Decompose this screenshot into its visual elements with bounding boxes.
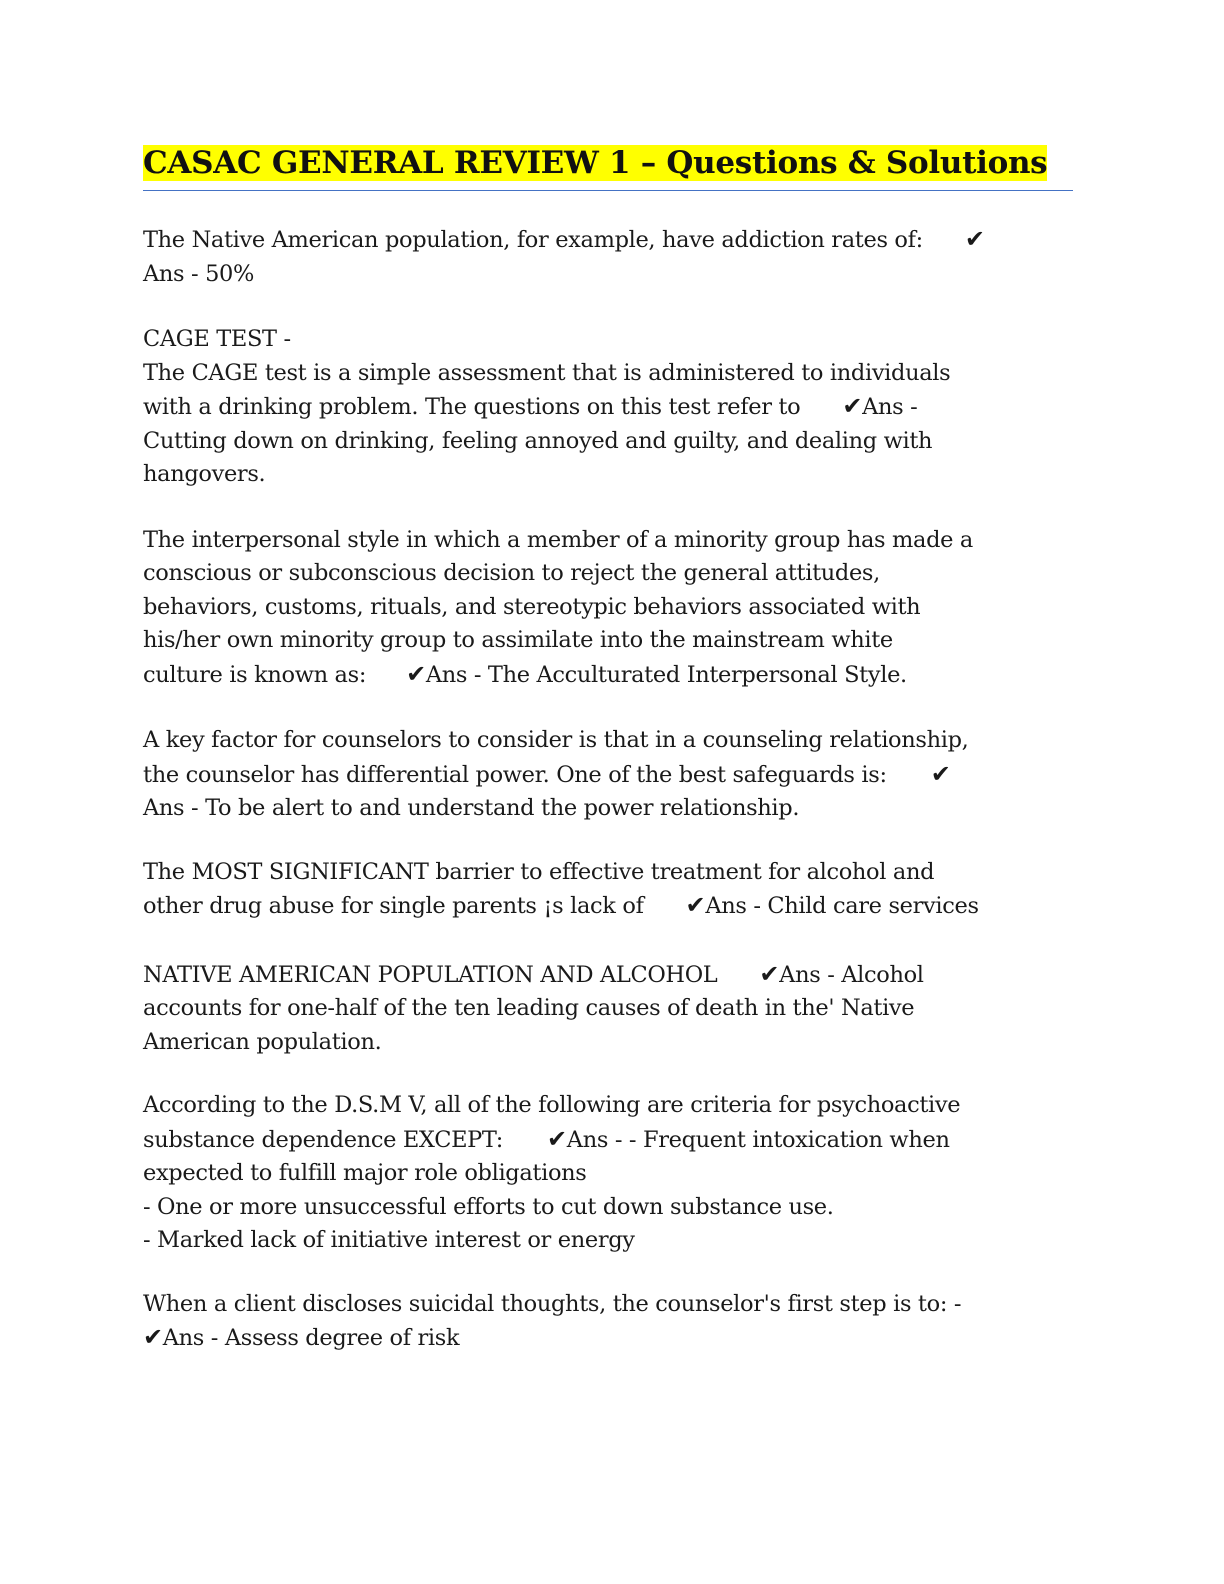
question-line: According to the D.S.M V, all of the following are criteria for psychoactive [143, 1092, 961, 1118]
question-line: CAGE TEST - [143, 326, 291, 352]
answer-label: Ans - [862, 394, 918, 420]
page-title: CASAC GENERAL REVIEW 1 – Questions & Solutions [143, 145, 1048, 181]
answer-text: hangovers. [143, 461, 266, 487]
checkmark-icon: ✔ [685, 891, 706, 919]
question-text: other drug abuse for single parents ¡s lack of [143, 893, 644, 919]
answer-text: Ans - Child care services [705, 893, 979, 919]
answer-text: - One or more unsuccessful efforts to cut down substance use. [143, 1193, 834, 1220]
qa-item [143, 958, 1073, 1060]
qa-item [143, 1288, 1073, 1356]
question-line [143, 1123, 1073, 1158]
question-line [143, 223, 1073, 258]
qa-item [143, 323, 1073, 492]
question-line: behaviors, customs, rituals, and stereotypic behaviors associated with [143, 593, 921, 620]
checkmark-icon: ✔ [842, 392, 863, 420]
answer-text: Ans - The Acculturated Interpersonal Style. [425, 661, 907, 688]
question-line: his/her own minority group to assimilate into the mainstream white [143, 627, 893, 653]
question-line: A key factor for counselors to consider is that in a counseling relationship, [143, 727, 969, 753]
answer-text: American population. [143, 1028, 382, 1055]
answer-text: - Marked lack of initiative interest or energy [143, 1227, 635, 1253]
question-line [143, 958, 1073, 993]
question-text: culture is known as: [143, 661, 367, 688]
checkmark-icon: ✔ [759, 959, 780, 988]
qa-item [143, 856, 1073, 924]
question-line [143, 390, 1073, 425]
qa-item [143, 1089, 1073, 1258]
answer-text: Cutting down on drinking, feeling annoyed and guilty, and dealing with [143, 427, 933, 454]
question-text: the counselor has differential power. One of the best safeguards is: [143, 761, 887, 788]
checkmark-icon: ✔ [964, 225, 985, 253]
qa-item [143, 524, 1073, 693]
question-text: NATIVE AMERICAN POPULATION AND ALCOHOL [143, 961, 718, 988]
checkmark-icon: ✔ [930, 759, 951, 788]
question-line [143, 889, 1073, 924]
title-underline [143, 140, 1073, 191]
question-text: The Native American population, for example, have addiction rates of: [143, 227, 923, 253]
answer-text: expected to fulfill major role obligations [143, 1160, 587, 1186]
question-line: When a client discloses suicidal thoughts, the counselor's first step is to: - [143, 1290, 962, 1317]
checkmark-icon: ✔ [547, 1124, 567, 1153]
qa-item [143, 724, 1073, 826]
answer-text: accounts for one-half of the ten leading causes of death in the' Native [143, 995, 915, 1021]
qa-item [143, 223, 1073, 291]
question-line: The MOST SIGNIFICANT barrier to effective treatment for alcohol and [143, 858, 935, 885]
document-page [143, 140, 1073, 1386]
answer-text: Ans - - Frequent intoxication when [566, 1126, 950, 1153]
answer-text: Ans - 50% [143, 260, 255, 287]
answer-line [143, 1321, 1073, 1356]
question-line [143, 658, 1073, 693]
checkmark-icon: ✔ [143, 1323, 163, 1351]
answer-text: Ans - Assess degree of risk [162, 1325, 460, 1351]
question-line: conscious or subconscious decision to reject the general attitudes, [143, 560, 880, 586]
question-line: The interpersonal style in which a member of a minority group has made a [143, 526, 973, 553]
answer-label: Ans - Alcohol [779, 961, 924, 988]
answer-text: Ans - To be alert to and understand the power relationship. [143, 795, 800, 821]
question-line: The CAGE test is a simple assessment that is administered to individuals [143, 359, 951, 386]
question-text: with a drinking problem. The questions on this test refer to [143, 394, 801, 420]
checkmark-icon: ✔ [406, 659, 426, 688]
question-line [143, 758, 1073, 793]
question-text: substance dependence EXCEPT: [143, 1126, 504, 1153]
